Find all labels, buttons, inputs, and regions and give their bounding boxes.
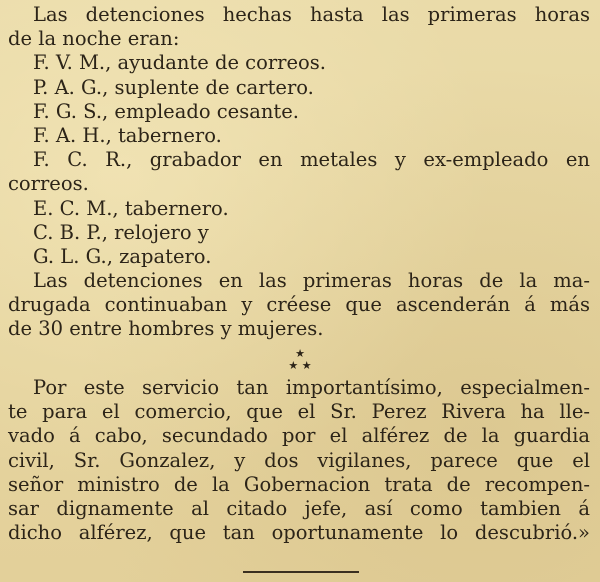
text-line: civil, Sr. Gonzalez, y dos vigilanes, parece que el xyxy=(8,448,590,472)
text-line: correos. xyxy=(8,172,89,196)
text-line: F. A. H., tabernero. xyxy=(33,123,222,147)
separator-star-bottom: ★ ★ xyxy=(288,359,312,372)
text-line: sar dignamente al citado jefe, así como tambien á xyxy=(8,496,590,520)
text-line: Las detenciones hechas hasta las primeras horas xyxy=(33,3,590,26)
article-text xyxy=(0,3,600,342)
text-line: P. A. G., suplente de cartero. xyxy=(33,75,314,99)
text-line: de 30 entre hombres y mujeres. xyxy=(8,317,324,341)
text-line: Las detenciones en las primeras horas de la ma- xyxy=(33,269,590,293)
text-line: F. V. M., ayudante de correos. xyxy=(33,51,326,75)
text-line: C. B. P., relojero y xyxy=(33,220,209,244)
text-line: señor ministro de la Gobernacion trata de recompen- xyxy=(8,472,590,496)
text-line: G. L. G., zapatero. xyxy=(33,244,212,268)
text-line: dicho alférez, que tan oportunamente lo descubrió.» xyxy=(8,521,590,545)
text-line: vado á cabo, secundado por el alférez de la guardia xyxy=(8,424,590,448)
text-line: Por este servicio tan importantísimo, especialmen- xyxy=(33,376,590,399)
text-line: te para el comercio, que el Sr. Perez Rivera ha lle- xyxy=(8,400,590,424)
text-line: drugada continuaban y créese que ascenderán á más xyxy=(8,293,590,317)
text-line: de la noche eran: xyxy=(8,27,180,51)
separator-star-top: ★ xyxy=(295,347,305,360)
text-line: E. C. M., tabernero. xyxy=(33,196,229,220)
text-line: F. C. R., grabador en metales y ex-empleado en xyxy=(33,148,590,172)
article-text-second xyxy=(0,376,600,545)
text-line: F. G. S., empleado cesante. xyxy=(33,99,299,123)
separator-rule xyxy=(243,571,359,573)
